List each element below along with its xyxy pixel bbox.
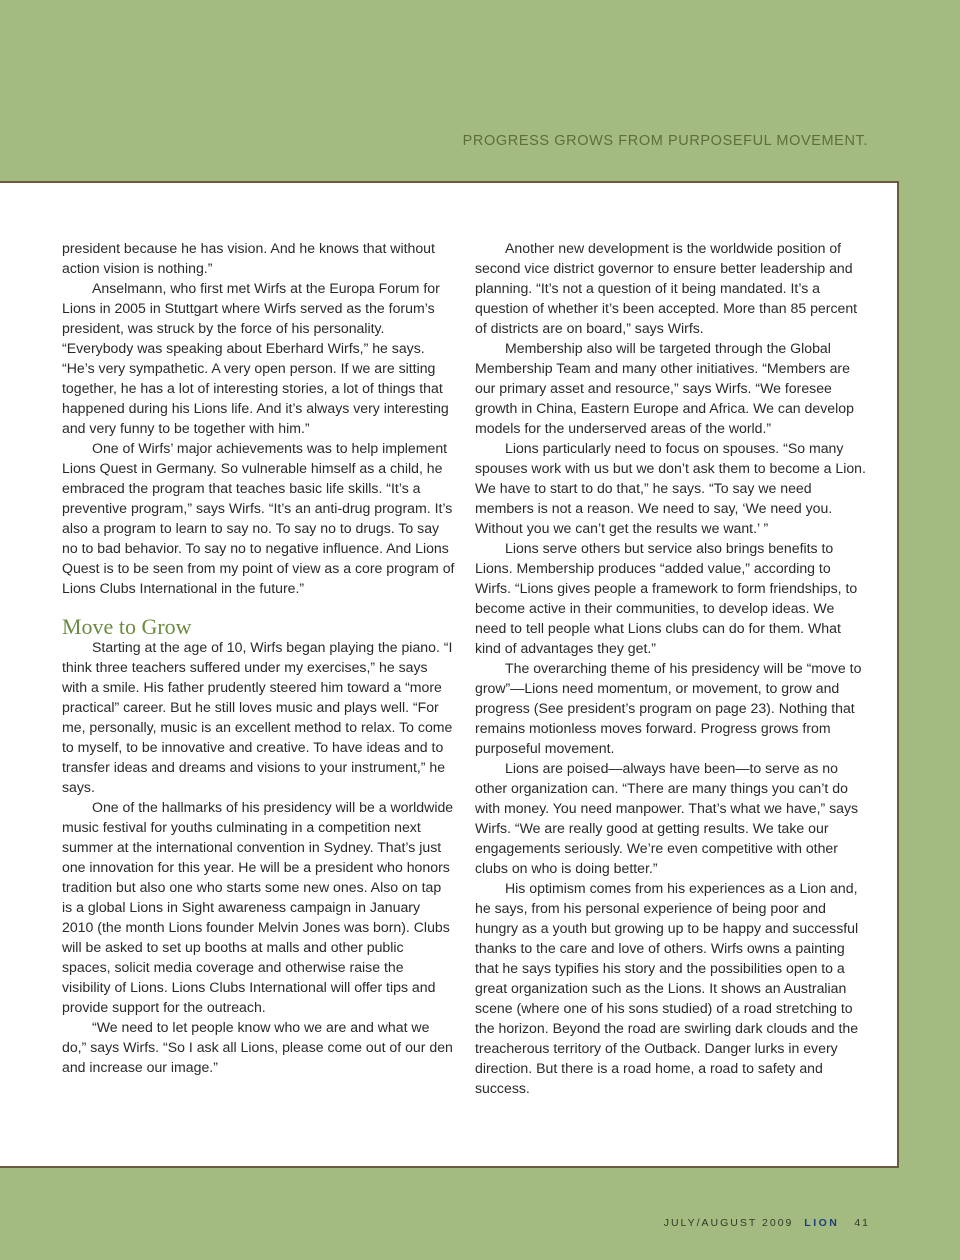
paragraph: Anselmann, who first met Wirfs at the Europa Forum for Lions in 2005 in Stuttgart where Wirfs served as the forum’s president, was struck by the force of his personality. “Everybody was speaking about Eberhard Wirfs,” he says. “He’s very sympathetic. A very open person. If we are sitting together, he has a lot of interesting stories, a lot of things that happened during his Lions life. And it’s always very interesting and very funny to be together with him.”	[62, 280, 449, 436]
paragraph: Another new development is the worldwide position of second vice district governor to ensure better leadership and planning. “It’s not a question of it being mandated. It’s a question of whether it’s been accepted. More than 85 percent of districts are on board,” says Wirfs.	[475, 240, 858, 336]
paragraph: president because he has vision. And he knows that without action vision is nothing.”	[62, 240, 435, 276]
paragraph: One of Wirfs’ major achievements was to help implement Lions Quest in Germany. So vulnerable himself as a child, he embraced the program that teaches basic life skills. “It’s a preventive program,” says Wirfs. “It’s an anti-drug program. It’s also a program to learn to say no. To say no to drugs. To say no to bad behavior. To say no to negative influence. And Lions Quest is to be seen from my point of view as a core program of Lions Clubs International in the future.”	[62, 440, 455, 596]
paragraph: Lions particularly need to focus on spouses. “So many spouses work with us but we don’t ask them to become a Lion. We have to start to do that,” he says. “To say we need members is not a reason. We need to say, ‘We need you. Without you we can’t get the results we want.’ ”	[475, 440, 866, 536]
section-subhead: Move to Grow	[62, 614, 192, 639]
issue-date: JULY/AUGUST 2009	[663, 1217, 794, 1229]
right-column	[475, 238, 868, 1098]
paragraph: Lions are poised—always have been—to serve as no other organization can. “There are many things you can’t do with money. You need manpower. That’s what we have,” says Wirfs. “We are really good at getting results. We take our engagements seriously. We’re even competitive with other clubs on who is doing better.”	[475, 760, 859, 876]
magazine-name: LION	[804, 1217, 840, 1229]
paragraph: Starting at the age of 10, Wirfs began playing the piano. “I think three teachers suffered under my exercises,” he says with a smile. His father prudently steered him toward a “more practical” career. But he still loves music and plays well. “For me, personally, music is an excellent method to relax. To come to myself, to be innovative and creative. To have ideas and to transfer ideas and dreams and visions to your instrument,” he says.	[62, 639, 453, 795]
paragraph: Membership also will be targeted through the Global Membership Team and many other initiatives. “Members are our primary asset and resource,” says Wirfs. “We foresee growth in China, Eastern Europe and Africa. We can develop models for the underserved areas of the world.”	[475, 340, 854, 436]
paragraph: His optimism comes from his experiences as a Lion and, he says, from his personal experience of being poor and hungry as a youth but growing up to be happy and successful thanks to the care and love of others. Wirfs owns a painting that he says typifies his story and the possibilities open to a great organization such as the Lions. It shows an Australian scene (where one of his sons studied) of a road stretching to the horizon. Beyond the road are swirling dark clouds and the treacherous territory of the Outback. Danger lurks in every direction. But there is a road home, a road to safety and success.	[475, 880, 859, 1096]
paragraph: One of the hallmarks of his presidency will be a worldwide music festival for youths culminating in a competition next summer at the international convention in Sydney. That’s just one innovation for this year. He will be a president who honors tradition but also one who starts some new ones. Also on tap is a global Lions in Sight awareness campaign in January 2010 (the month Lions founder Melvin Jones was born). Clubs will be asked to set up booths at malls and other public spaces, solicit media coverage and otherwise raise the visibility of Lions. Lions Clubs International will offer tips and provide support for the outreach.	[62, 799, 454, 1015]
page-number: 41	[854, 1217, 870, 1229]
page-footer	[664, 1217, 870, 1229]
paragraph: “We need to let people know who we are and what we do,” says Wirfs. “So I ask all Lions, please come out of our den and increase our image.”	[62, 1019, 453, 1075]
paragraph: Lions serve others but service also brings benefits to Lions. Membership produces “added value,” according to Wirfs. “Lions gives people a framework to form friendships, to become active in their communities, to develop ideas. We need to tell people what Lions clubs can do for them. What kind of advantages they get.”	[475, 540, 858, 656]
article-panel	[0, 181, 899, 1168]
left-column	[62, 238, 455, 1077]
paragraph: The overarching theme of his presidency will be “move to grow”—Lions need momentum, or movement, to grow and progress (See president’s program on page 23). Nothing that remains motionless moves forward. Progress grows from purposeful movement.	[475, 660, 862, 756]
pull-quote: PROGRESS GROWS FROM PURPOSEFUL MOVEMENT.	[462, 133, 868, 149]
